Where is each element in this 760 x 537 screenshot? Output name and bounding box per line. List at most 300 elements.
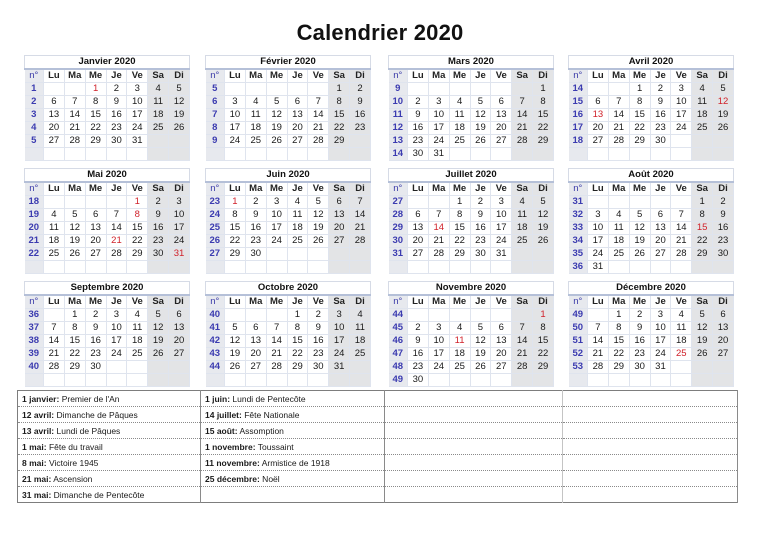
holiday-name: Noël	[259, 473, 280, 484]
week-row	[389, 83, 554, 96]
day-header: n°	[25, 295, 44, 309]
day-cell	[245, 309, 266, 322]
day-cell: 9	[713, 209, 734, 222]
week-number: 40	[206, 309, 225, 322]
day-cell	[44, 196, 65, 209]
day-cell: 23	[350, 122, 371, 135]
day-cell: 30	[408, 148, 429, 161]
week-number: 15	[569, 96, 588, 109]
day-cell: 27	[44, 135, 65, 148]
day-header: Me	[629, 69, 650, 83]
week-number: 14	[569, 83, 588, 96]
month-title: Mai 2020	[25, 169, 190, 183]
day-cell: 23	[408, 135, 429, 148]
day-cell: 23	[713, 235, 734, 248]
week-row	[569, 335, 734, 348]
day-header: Me	[449, 295, 470, 309]
day-header: Je	[470, 69, 491, 83]
week-row	[25, 122, 190, 135]
day-cell: 25	[127, 348, 148, 361]
day-cell: 16	[713, 222, 734, 235]
day-header: n°	[206, 69, 225, 83]
day-cell	[106, 261, 127, 274]
week-row	[389, 209, 554, 222]
week-number: 45	[389, 322, 408, 335]
day-cell: 20	[85, 235, 106, 248]
day-cell: 27	[491, 361, 512, 374]
day-cell	[225, 148, 246, 161]
day-cell: 28	[106, 248, 127, 261]
day-cell: 17	[225, 122, 246, 135]
day-cell: 18	[671, 335, 692, 348]
day-cell: 16	[350, 109, 371, 122]
day-cell: 2	[713, 196, 734, 209]
day-header: n°	[206, 295, 225, 309]
day-cell: 9	[650, 96, 671, 109]
week-row	[389, 309, 554, 322]
day-cell	[225, 374, 246, 387]
holiday-date: 31 mai:	[22, 489, 52, 500]
month-calendar	[388, 281, 554, 387]
day-cell: 4	[44, 209, 65, 222]
day-cell: 20	[169, 335, 190, 348]
day-cell: 21	[44, 348, 65, 361]
day-cell	[245, 83, 266, 96]
day-cell: 20	[713, 335, 734, 348]
holiday-name: Fête Nationale	[241, 409, 300, 420]
day-cell	[470, 374, 491, 387]
day-cell: 25	[449, 135, 470, 148]
day-cell: 2	[308, 309, 329, 322]
day-cell: 5	[629, 209, 650, 222]
day-cell	[85, 196, 106, 209]
day-cell: 22	[85, 122, 106, 135]
day-cell: 8	[127, 209, 148, 222]
day-cell: 2	[408, 96, 429, 109]
week-row	[389, 248, 554, 261]
week-row	[206, 335, 371, 348]
day-cell: 28	[350, 235, 371, 248]
day-cell: 27	[169, 348, 190, 361]
week-row	[25, 335, 190, 348]
day-cell: 15	[64, 335, 85, 348]
day-cell: 6	[245, 322, 266, 335]
day-cell	[608, 196, 629, 209]
week-number: 36	[25, 309, 44, 322]
week-number	[206, 148, 225, 161]
day-cell: 19	[148, 335, 169, 348]
day-cell: 10	[650, 322, 671, 335]
page-title: Calendrier 2020	[296, 20, 464, 45]
day-cell: 18	[449, 348, 470, 361]
day-cell: 6	[329, 196, 350, 209]
day-header: Je	[650, 69, 671, 83]
day-cell	[225, 309, 246, 322]
day-cell: 22	[449, 235, 470, 248]
day-cell: 18	[692, 109, 713, 122]
week-row	[25, 83, 190, 96]
month-title: Février 2020	[206, 56, 371, 70]
day-cell: 6	[408, 209, 429, 222]
day-cell	[127, 261, 148, 274]
holiday-date: 1 mai:	[22, 441, 47, 452]
day-cell: 2	[350, 83, 371, 96]
day-cell	[692, 261, 713, 274]
day-cell	[44, 83, 65, 96]
day-cell	[287, 374, 308, 387]
day-cell: 9	[470, 209, 491, 222]
day-cell	[106, 374, 127, 387]
week-number: 33	[569, 222, 588, 235]
week-row	[25, 235, 190, 248]
week-number: 1	[25, 83, 44, 96]
day-cell: 20	[408, 235, 429, 248]
day-cell: 24	[671, 122, 692, 135]
day-cell: 27	[329, 235, 350, 248]
day-cell: 26	[64, 248, 85, 261]
day-cell: 25	[350, 348, 371, 361]
day-cell: 4	[127, 309, 148, 322]
day-cell	[245, 148, 266, 161]
month-calendar	[24, 55, 190, 161]
week-row	[206, 148, 371, 161]
day-cell: 25	[608, 248, 629, 261]
holiday-row	[18, 471, 738, 487]
day-cell	[588, 83, 609, 96]
day-cell: 10	[329, 322, 350, 335]
day-header: Ma	[245, 295, 266, 309]
holiday-name: Dimanche de Pentecôte	[51, 489, 145, 500]
day-cell	[650, 196, 671, 209]
day-cell: 18	[44, 235, 65, 248]
day-header: Ve	[308, 295, 329, 309]
day-cell: 4	[608, 209, 629, 222]
week-number: 21	[25, 235, 44, 248]
day-cell: 16	[148, 222, 169, 235]
day-header: Me	[449, 182, 470, 196]
day-cell: 21	[428, 235, 449, 248]
day-cell: 6	[650, 209, 671, 222]
day-cell: 15	[449, 222, 470, 235]
day-cell: 27	[85, 248, 106, 261]
day-cell: 21	[308, 122, 329, 135]
day-cell: 4	[449, 322, 470, 335]
day-cell: 7	[106, 209, 127, 222]
day-header: Ve	[671, 182, 692, 196]
day-cell: 8	[692, 209, 713, 222]
day-cell: 23	[148, 235, 169, 248]
week-number: 12	[389, 122, 408, 135]
week-row	[389, 235, 554, 248]
day-header: Di	[533, 69, 554, 83]
day-cell	[588, 196, 609, 209]
week-row	[389, 148, 554, 161]
day-cell: 26	[169, 122, 190, 135]
week-row	[389, 109, 554, 122]
day-header: n°	[206, 182, 225, 196]
day-cell: 25	[44, 248, 65, 261]
holiday-date: 14 juillet:	[205, 409, 242, 420]
day-cell: 8	[287, 322, 308, 335]
day-cell: 29	[64, 361, 85, 374]
day-cell	[64, 83, 85, 96]
day-cell: 24	[588, 248, 609, 261]
week-row	[206, 209, 371, 222]
day-cell: 13	[650, 222, 671, 235]
day-cell: 30	[245, 248, 266, 261]
holiday-row	[18, 407, 738, 423]
day-cell	[512, 83, 533, 96]
day-cell: 1	[225, 196, 246, 209]
week-row	[206, 309, 371, 322]
holiday-name: Armistice de 1918	[259, 457, 330, 468]
week-number: 11	[389, 109, 408, 122]
day-cell: 20	[491, 348, 512, 361]
day-cell: 7	[588, 322, 609, 335]
day-cell: 16	[408, 122, 429, 135]
day-cell	[106, 196, 127, 209]
day-cell: 3	[650, 309, 671, 322]
day-cell: 2	[106, 83, 127, 96]
week-row	[569, 261, 734, 274]
day-cell	[287, 83, 308, 96]
week-row	[25, 248, 190, 261]
week-row	[25, 309, 190, 322]
day-cell: 21	[350, 222, 371, 235]
day-header: Ma	[428, 182, 449, 196]
day-cell: 19	[225, 348, 246, 361]
week-number: 46	[389, 335, 408, 348]
day-cell: 4	[449, 96, 470, 109]
week-row	[569, 235, 734, 248]
day-cell: 30	[713, 248, 734, 261]
week-row	[569, 96, 734, 109]
day-header: n°	[389, 295, 408, 309]
week-number: 16	[569, 109, 588, 122]
day-cell: 4	[148, 83, 169, 96]
holiday-entry	[18, 487, 201, 503]
day-cell: 5	[470, 322, 491, 335]
day-cell: 1	[692, 196, 713, 209]
day-cell: 24	[169, 235, 190, 248]
day-header: n°	[569, 295, 588, 309]
day-cell	[428, 309, 449, 322]
day-header: Sa	[512, 182, 533, 196]
holiday-entry	[201, 471, 385, 487]
month-calendar	[24, 281, 190, 387]
day-cell: 22	[329, 122, 350, 135]
day-cell	[650, 374, 671, 387]
day-cell: 20	[287, 122, 308, 135]
day-header: Di	[713, 182, 734, 196]
day-cell: 28	[308, 135, 329, 148]
day-cell: 3	[428, 96, 449, 109]
notes-cell	[563, 407, 738, 423]
day-cell: 25	[449, 361, 470, 374]
day-header: Sa	[692, 295, 713, 309]
week-row	[25, 109, 190, 122]
day-cell: 30	[650, 135, 671, 148]
day-cell	[671, 361, 692, 374]
day-cell: 4	[245, 96, 266, 109]
day-cell: 11	[127, 322, 148, 335]
week-row	[389, 122, 554, 135]
day-cell: 16	[308, 335, 329, 348]
day-cell: 10	[428, 109, 449, 122]
week-row	[206, 374, 371, 387]
week-row	[569, 196, 734, 209]
day-header: Me	[266, 295, 287, 309]
day-header: Lu	[408, 182, 429, 196]
day-cell: 17	[428, 348, 449, 361]
day-cell: 14	[512, 335, 533, 348]
day-cell: 14	[308, 109, 329, 122]
day-cell: 19	[533, 222, 554, 235]
day-header: Di	[169, 69, 190, 83]
week-number: 20	[25, 222, 44, 235]
day-cell: 14	[350, 209, 371, 222]
day-header: Je	[287, 69, 308, 83]
day-cell: 21	[512, 122, 533, 135]
day-cell	[287, 148, 308, 161]
day-cell: 5	[169, 83, 190, 96]
day-cell: 22	[692, 235, 713, 248]
day-header: n°	[25, 69, 44, 83]
day-cell	[692, 361, 713, 374]
day-cell: 14	[106, 222, 127, 235]
day-cell: 24	[428, 135, 449, 148]
day-cell: 20	[588, 122, 609, 135]
month-title: Janvier 2020	[25, 56, 190, 70]
day-cell: 13	[491, 335, 512, 348]
day-cell: 7	[428, 209, 449, 222]
day-cell: 2	[148, 196, 169, 209]
day-cell: 22	[127, 235, 148, 248]
day-cell	[169, 135, 190, 148]
day-header: Ve	[308, 182, 329, 196]
day-cell: 18	[127, 335, 148, 348]
day-cell: 24	[428, 361, 449, 374]
day-cell: 1	[629, 83, 650, 96]
day-cell	[148, 135, 169, 148]
day-cell: 19	[169, 109, 190, 122]
day-cell	[44, 374, 65, 387]
week-row	[206, 96, 371, 109]
day-cell: 20	[245, 348, 266, 361]
day-header: Je	[106, 69, 127, 83]
week-row	[25, 196, 190, 209]
day-cell: 1	[449, 196, 470, 209]
day-cell: 15	[533, 335, 554, 348]
day-cell: 19	[470, 348, 491, 361]
holiday-row	[18, 439, 738, 455]
week-row	[569, 248, 734, 261]
day-cell: 19	[629, 235, 650, 248]
week-number: 18	[25, 196, 44, 209]
day-header: Di	[350, 295, 371, 309]
holiday-list	[17, 390, 738, 503]
day-header: Di	[169, 295, 190, 309]
day-cell: 26	[629, 248, 650, 261]
day-cell: 24	[225, 135, 246, 148]
holiday-entry	[18, 455, 201, 471]
day-cell: 2	[629, 309, 650, 322]
day-cell: 21	[64, 122, 85, 135]
day-header: Di	[350, 182, 371, 196]
day-cell: 4	[692, 83, 713, 96]
day-cell: 8	[608, 322, 629, 335]
day-cell	[350, 261, 371, 274]
day-cell	[713, 148, 734, 161]
week-row	[25, 96, 190, 109]
day-cell	[449, 261, 470, 274]
holiday-entry	[201, 439, 385, 455]
day-cell: 6	[491, 322, 512, 335]
day-header: Je	[287, 295, 308, 309]
day-cell	[85, 374, 106, 387]
week-row	[206, 109, 371, 122]
day-cell: 14	[428, 222, 449, 235]
day-cell: 26	[266, 135, 287, 148]
day-header: Lu	[408, 295, 429, 309]
day-cell: 29	[629, 135, 650, 148]
day-cell	[329, 148, 350, 161]
day-cell: 27	[491, 135, 512, 148]
day-cell: 17	[588, 235, 609, 248]
day-cell	[650, 148, 671, 161]
day-cell	[266, 309, 287, 322]
day-cell: 11	[608, 222, 629, 235]
day-cell	[713, 261, 734, 274]
day-cell	[350, 374, 371, 387]
day-cell	[608, 261, 629, 274]
week-row	[25, 322, 190, 335]
day-cell	[650, 261, 671, 274]
week-number: 6	[206, 96, 225, 109]
day-cell: 10	[127, 96, 148, 109]
week-number: 51	[569, 335, 588, 348]
week-row	[206, 222, 371, 235]
month-calendar	[388, 55, 554, 161]
day-header: Ve	[671, 69, 692, 83]
week-row	[569, 122, 734, 135]
day-header: Me	[85, 182, 106, 196]
day-cell: 12	[148, 322, 169, 335]
notes-cell	[563, 487, 738, 503]
day-cell: 29	[127, 248, 148, 261]
day-cell: 10	[106, 322, 127, 335]
day-cell: 13	[44, 109, 65, 122]
day-cell	[533, 248, 554, 261]
day-cell: 9	[308, 322, 329, 335]
month-title: Septembre 2020	[25, 282, 190, 296]
week-number: 47	[389, 348, 408, 361]
day-cell	[491, 148, 512, 161]
day-header: Ma	[428, 69, 449, 83]
day-cell: 18	[350, 335, 371, 348]
holiday-date: 12 avril:	[22, 409, 55, 420]
day-cell: 29	[533, 361, 554, 374]
week-number: 7	[206, 109, 225, 122]
day-cell	[245, 374, 266, 387]
day-cell: 3	[491, 196, 512, 209]
day-cell: 18	[287, 222, 308, 235]
day-cell: 24	[491, 235, 512, 248]
holiday-date: 8 mai:	[22, 457, 47, 468]
day-cell: 17	[266, 222, 287, 235]
day-cell: 11	[449, 109, 470, 122]
day-header: Lu	[44, 69, 65, 83]
